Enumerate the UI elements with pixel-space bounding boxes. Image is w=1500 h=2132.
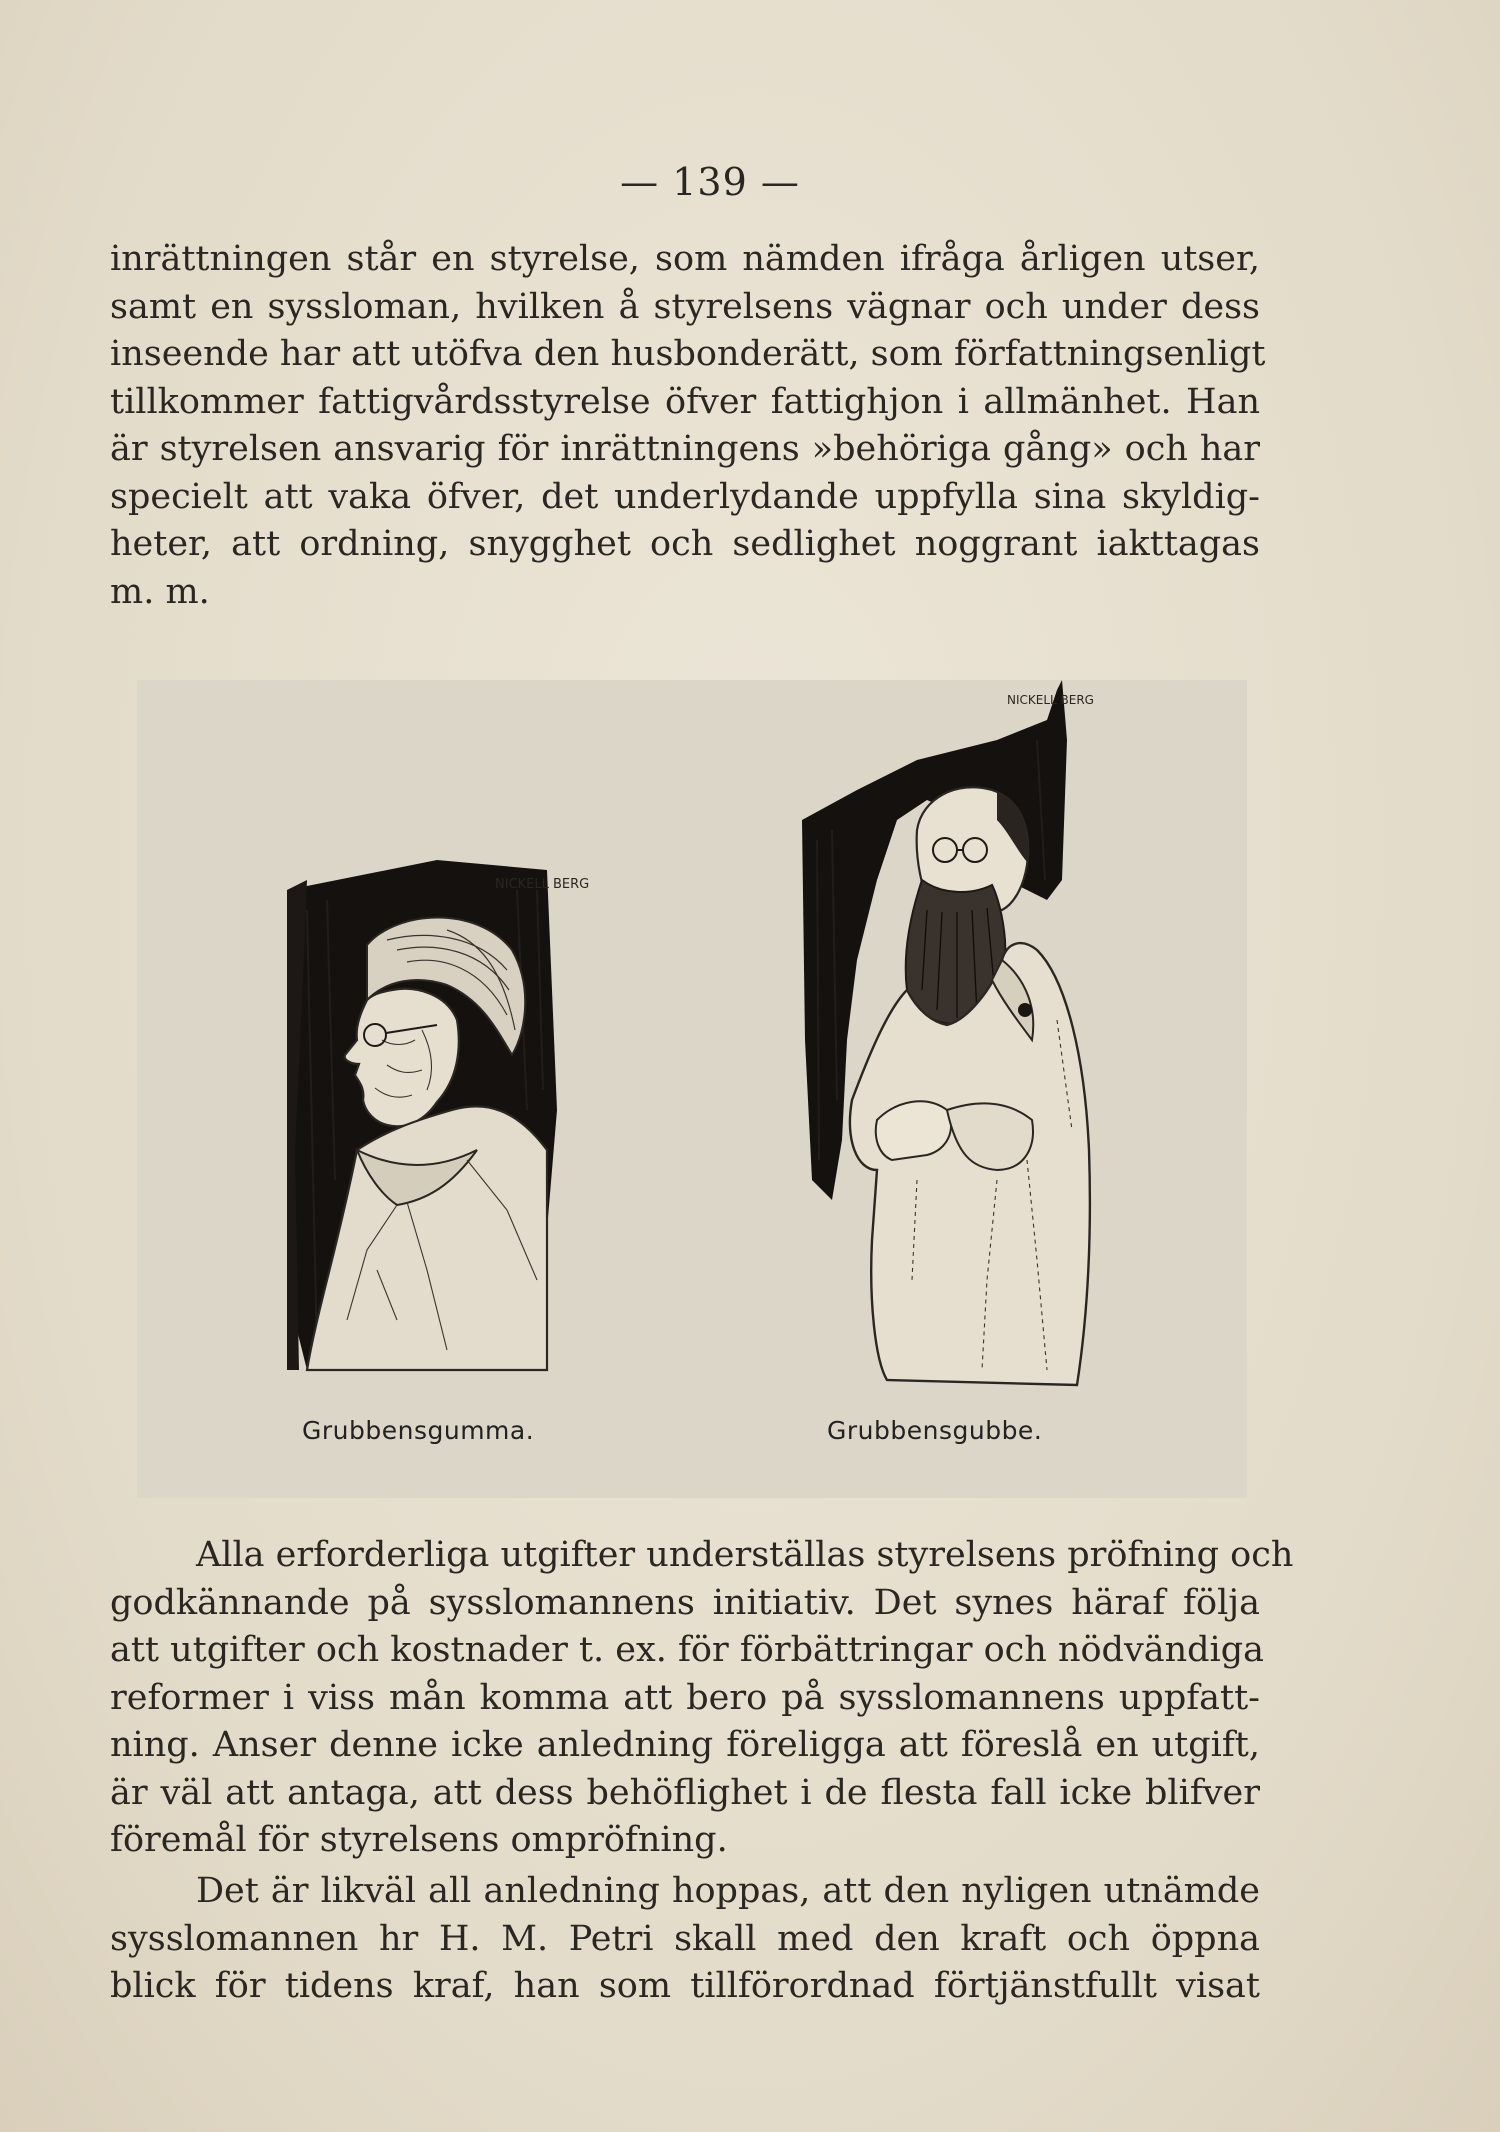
text-line: blick för tidens kraf, han som tillförordnad förtjänstfullt visat bbox=[110, 1966, 1260, 2006]
text-line: godkännande på sysslomannens initiativ. Det synes häraf följa bbox=[110, 1582, 1260, 1623]
text-line: inrättningen står en styrelse, som nämden ifråga årligen utser, bbox=[110, 239, 1260, 279]
signature-left: NICKELL BERG bbox=[495, 877, 590, 892]
signature-right: NICKELL BERG bbox=[1007, 693, 1094, 707]
text-line: heter, att ordning, snygghet och sedlighet noggrant iakttagas bbox=[110, 524, 1260, 564]
paragraph-1 bbox=[110, 236, 1266, 616]
caption-left: Grubbensgumma. bbox=[302, 1416, 535, 1445]
text-line: samt en syssloman, hvilken å styrelsens vägnar och under dess bbox=[110, 286, 1260, 327]
paragraph-3 bbox=[110, 1868, 1260, 2011]
page-number: — 139 — bbox=[620, 160, 800, 204]
text-line: att utgifter och kostnader t. ex. för förbättringar och nödvändiga bbox=[110, 1630, 1265, 1670]
text-line: ning. Anser denne icke anledning föreligga att föreslå en utgift, bbox=[110, 1725, 1260, 1765]
text-line: är väl att antaga, att dess behöflighet i de flesta fall icke blifver bbox=[110, 1772, 1260, 1813]
old-woman-illustration bbox=[247, 850, 590, 1390]
text-line: m. m. bbox=[110, 571, 210, 612]
text-line: Alla erforderliga utgifter underställas styrelsens pröfning och bbox=[196, 1535, 1294, 1575]
illustration-plate bbox=[137, 680, 1247, 1498]
text-line: inseende har att utöfva den husbonderätt, som författningsenligt bbox=[110, 334, 1266, 374]
text-line: föremål för styrelsens ompröfning. bbox=[110, 1820, 728, 1860]
text-line: sysslomannen hr H. M. Petri skall med den kraft och öppna bbox=[110, 1918, 1260, 1959]
text-line: är styrelsen ansvarig för inrättningens »behöriga gång» och har bbox=[110, 429, 1260, 469]
paragraph-2 bbox=[110, 1532, 1294, 1865]
text-line: reformer i viss mån komma att bero på sysslomannens uppfatt- bbox=[110, 1677, 1260, 1718]
text-line: tillkommer fattigvårdsstyrelse öfver fattighjon i allmänhet. Han bbox=[110, 381, 1260, 422]
text-line: specielt att vaka öfver, det underlydande uppfylla sina skyldig- bbox=[110, 476, 1260, 517]
text-line: Det är likväl all anledning hoppas, att den nyligen utnämde bbox=[196, 1871, 1260, 1911]
caption-right: Grubbensgubbe. bbox=[827, 1416, 1043, 1445]
old-man-illustration bbox=[797, 680, 1117, 1392]
